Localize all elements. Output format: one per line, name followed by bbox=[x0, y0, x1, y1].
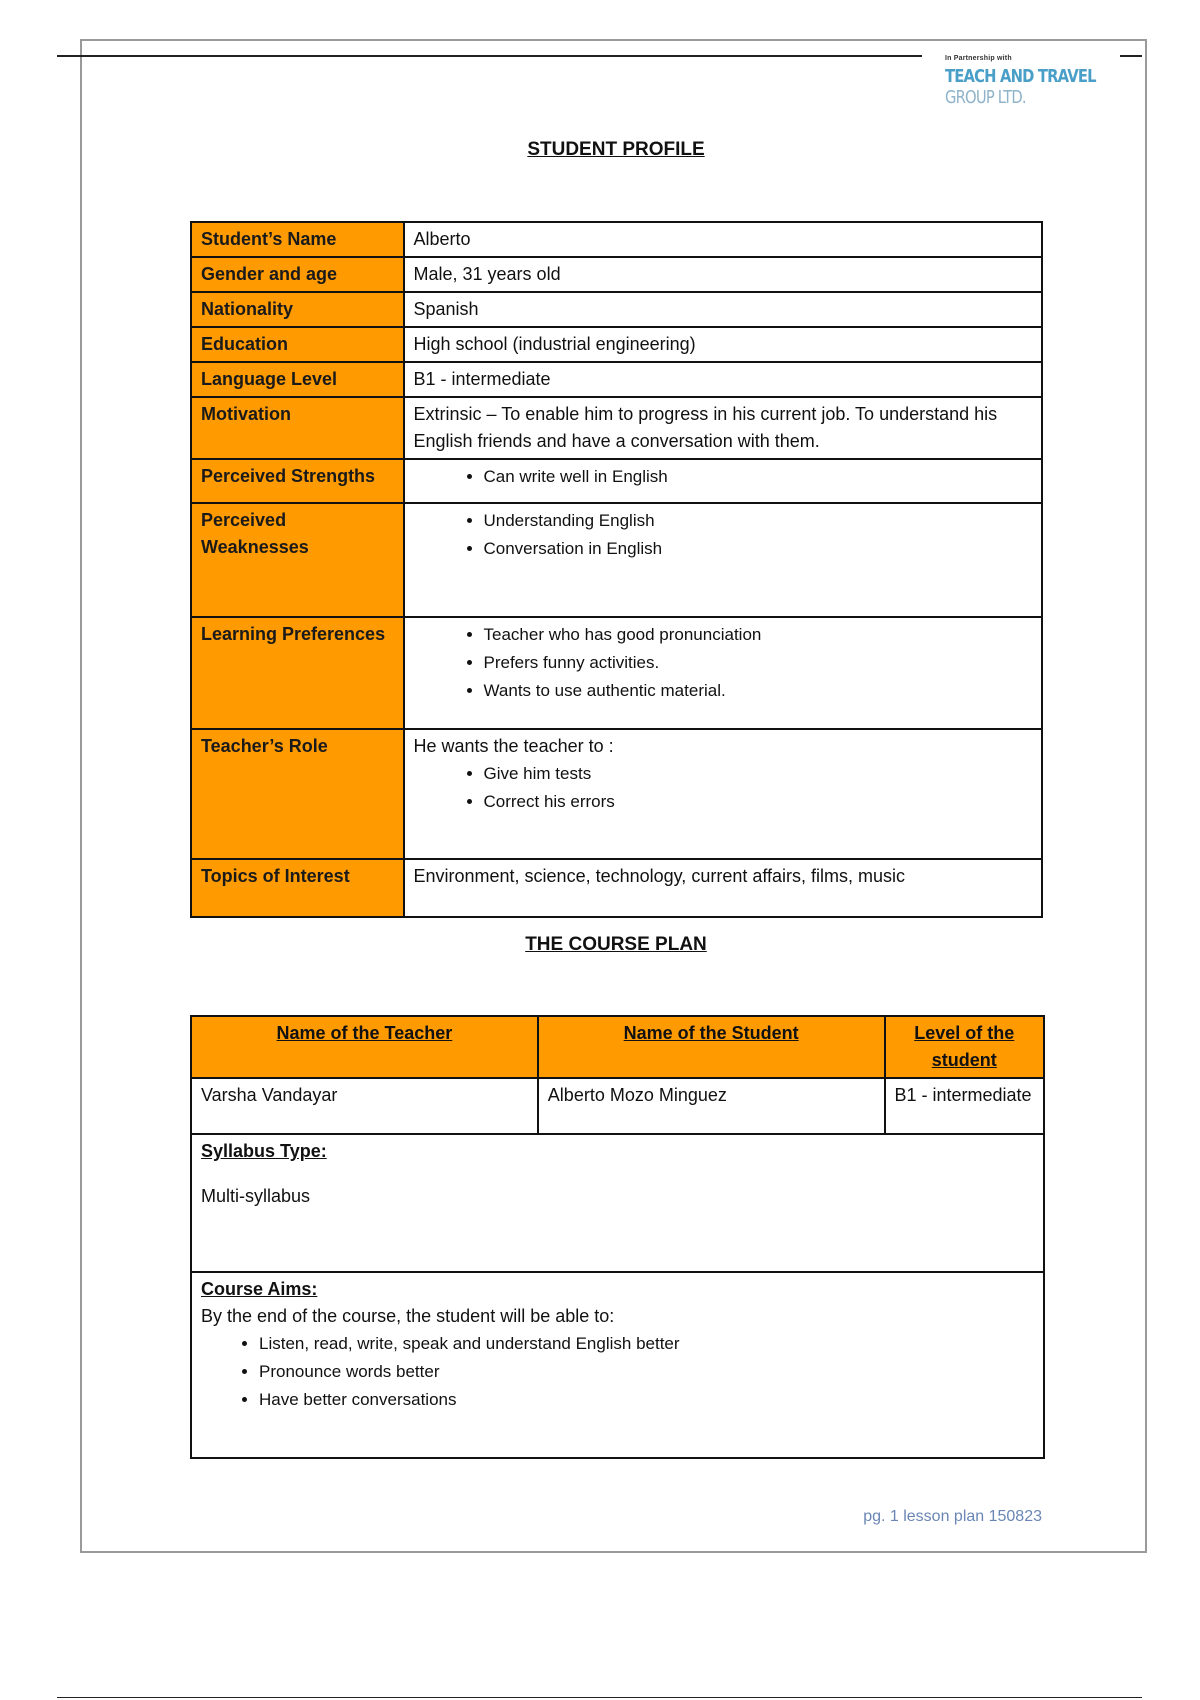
list-item: • Give him tests bbox=[484, 760, 1033, 788]
header-level: Level of the student bbox=[885, 1016, 1045, 1078]
header-rule bbox=[57, 55, 922, 57]
course-aims-label: Course Aims: bbox=[201, 1279, 318, 1299]
value-teacher-role bbox=[404, 729, 1043, 859]
list-item: • Have better conversations bbox=[259, 1386, 1034, 1414]
value-motivation: Extrinsic – To enable him to progress in his current job. To understand his English friends and have a conversation with them. bbox=[404, 397, 1043, 459]
table-row bbox=[191, 292, 1042, 327]
value-gender: Male, 31 years old bbox=[404, 257, 1043, 292]
label-nationality: Nationality bbox=[191, 292, 404, 327]
value-name: Alberto bbox=[404, 222, 1043, 257]
value-nationality: Spanish bbox=[404, 292, 1043, 327]
list-item: • Can write well in English bbox=[484, 463, 1033, 491]
syllabus-value: Multi-syllabus bbox=[201, 1186, 311, 1206]
list-item: • Conversation in English bbox=[484, 535, 1033, 563]
student-profile-title: STUDENT PROFILE bbox=[527, 139, 705, 160]
logo-line2: GROUP LTD. bbox=[945, 87, 1026, 108]
teach-and-travel-logo bbox=[945, 55, 1120, 108]
list-item: • Listen, read, write, speak and understand English better bbox=[259, 1330, 1034, 1358]
table-row bbox=[191, 859, 1042, 917]
list-item: • Teacher who has good pronunciation bbox=[484, 621, 1033, 649]
label-topics: Topics of Interest bbox=[191, 859, 404, 917]
header-teacher: Name of the Teacher bbox=[191, 1016, 538, 1078]
value-education: High school (industrial engineering) bbox=[404, 327, 1043, 362]
syllabus-label: Syllabus Type: bbox=[201, 1141, 327, 1161]
label-education: Education bbox=[191, 327, 404, 362]
course-plan-title: THE COURSE PLAN bbox=[525, 934, 707, 955]
list-item: • Wants to use authentic material. bbox=[484, 677, 1033, 705]
table-row bbox=[191, 459, 1042, 503]
label-name: Student’s Name bbox=[191, 222, 404, 257]
list-item: • Correct his errors bbox=[484, 788, 1033, 816]
label-motivation: Motivation bbox=[191, 397, 404, 459]
teacher-role-intro: He wants the teacher to : bbox=[413, 736, 614, 756]
page-footer: pg. 1 lesson plan 150823 bbox=[863, 1508, 1042, 1525]
table-row bbox=[191, 1016, 1044, 1078]
table-row bbox=[191, 617, 1042, 729]
value-strengths bbox=[404, 459, 1043, 503]
table-row bbox=[191, 1134, 1044, 1272]
value-weaknesses bbox=[404, 503, 1043, 617]
syllabus-cell bbox=[191, 1134, 1044, 1272]
label-weaknesses: Perceived Weaknesses bbox=[191, 503, 404, 617]
label-preferences: Learning Preferences bbox=[191, 617, 404, 729]
value-preferences bbox=[404, 617, 1043, 729]
table-row bbox=[191, 327, 1042, 362]
table-row bbox=[191, 257, 1042, 292]
label-gender: Gender and age bbox=[191, 257, 404, 292]
teacher-name-cell: Varsha Vandayar bbox=[191, 1078, 538, 1134]
table-row bbox=[191, 397, 1042, 459]
logo-line1: TEACH AND TRAVEL bbox=[945, 66, 1096, 87]
value-topics: Environment, science, technology, current affairs, films, music bbox=[404, 859, 1043, 917]
bottom-rule bbox=[57, 1697, 1142, 1698]
table-row bbox=[191, 503, 1042, 617]
level-cell: B1 - intermediate bbox=[885, 1078, 1045, 1134]
list-item: • Pronounce words better bbox=[259, 1358, 1034, 1386]
course-aims-cell bbox=[191, 1272, 1044, 1458]
logo-partnership-text: In Partnership with bbox=[945, 55, 1012, 62]
table-row bbox=[191, 222, 1042, 257]
header-student: Name of the Student bbox=[538, 1016, 885, 1078]
table-row bbox=[191, 362, 1042, 397]
course-plan-table bbox=[190, 1015, 1045, 1459]
student-name-cell: Alberto Mozo Minguez bbox=[538, 1078, 885, 1134]
table-row bbox=[191, 1272, 1044, 1458]
list-item: • Understanding English bbox=[484, 507, 1033, 535]
list-item: • Prefers funny activities. bbox=[484, 649, 1033, 677]
table-row bbox=[191, 1078, 1044, 1134]
table-row bbox=[191, 729, 1042, 859]
header-rule-right bbox=[1120, 55, 1142, 57]
student-profile-table bbox=[190, 221, 1043, 918]
label-strengths: Perceived Strengths bbox=[191, 459, 404, 503]
course-aims-intro: By the end of the course, the student will be able to: bbox=[201, 1306, 615, 1326]
value-language-level: B1 - intermediate bbox=[404, 362, 1043, 397]
label-teacher-role: Teacher’s Role bbox=[191, 729, 404, 859]
label-language-level: Language Level bbox=[191, 362, 404, 397]
